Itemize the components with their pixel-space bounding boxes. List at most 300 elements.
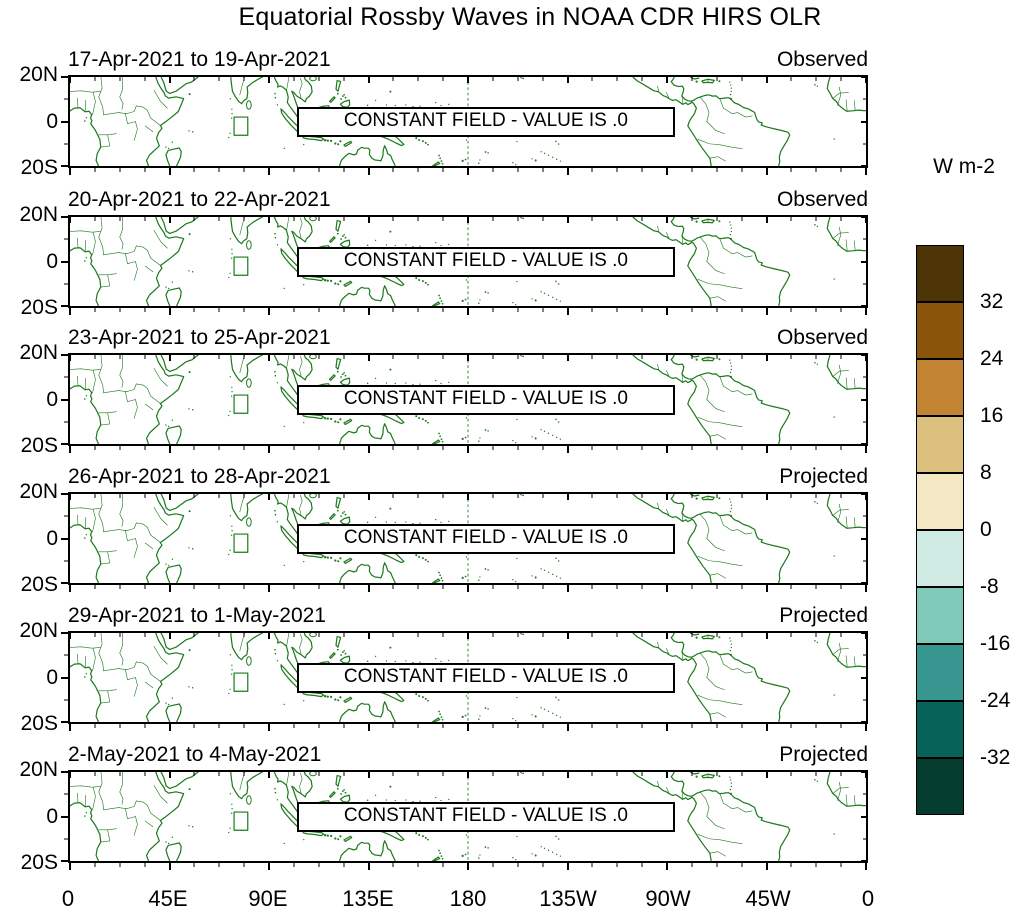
axis-tick bbox=[542, 168, 543, 172]
axis-tick bbox=[144, 633, 145, 637]
axis-tick bbox=[492, 724, 493, 728]
axis-tick bbox=[69, 633, 71, 639]
colorbar-tick-label: 8 bbox=[980, 461, 992, 484]
axis-tick bbox=[61, 860, 68, 862]
axis-tick bbox=[666, 633, 668, 639]
axis-tick bbox=[318, 494, 319, 498]
axis-tick bbox=[592, 355, 593, 359]
colorbar-tick-label: 32 bbox=[980, 290, 1004, 313]
colorbar-segment bbox=[916, 644, 964, 701]
axis-tick bbox=[666, 355, 668, 361]
axis-tick bbox=[194, 724, 195, 728]
axis-tick bbox=[863, 283, 866, 284]
axis-tick bbox=[861, 216, 866, 218]
axis-tick bbox=[61, 354, 68, 356]
axis-tick bbox=[791, 494, 792, 498]
axis-tick bbox=[642, 585, 643, 589]
axis-tick bbox=[119, 77, 120, 81]
axis-tick bbox=[863, 560, 866, 561]
axis-tick bbox=[443, 633, 444, 637]
axis-tick bbox=[617, 446, 618, 450]
axis-tick bbox=[393, 585, 394, 589]
axis-tick bbox=[691, 494, 692, 498]
axis-tick bbox=[393, 446, 394, 450]
axis-tick bbox=[816, 772, 817, 776]
axis-tick bbox=[64, 560, 68, 561]
axis-tick bbox=[418, 217, 419, 221]
axis-tick bbox=[194, 168, 195, 172]
y-axis-label: 0 bbox=[46, 109, 58, 133]
axis-tick bbox=[169, 633, 171, 639]
axis-tick bbox=[791, 355, 792, 359]
axis-tick bbox=[467, 585, 469, 592]
axis-tick bbox=[741, 217, 742, 221]
axis-tick bbox=[492, 494, 493, 498]
axis-tick bbox=[418, 168, 419, 172]
axis-tick bbox=[791, 633, 792, 637]
axis-tick bbox=[592, 772, 593, 776]
axis-tick bbox=[592, 217, 593, 221]
axis-tick bbox=[94, 633, 95, 637]
axis-tick bbox=[517, 168, 518, 172]
panel-status: Projected bbox=[779, 743, 868, 766]
axis-tick bbox=[691, 217, 692, 221]
axis-tick bbox=[617, 724, 618, 728]
axis-tick bbox=[863, 239, 866, 240]
axis-tick bbox=[293, 633, 294, 637]
axis-tick bbox=[194, 772, 195, 776]
axis-tick bbox=[119, 217, 120, 221]
axis-tick bbox=[517, 724, 518, 728]
axis-tick bbox=[791, 168, 792, 172]
axis-tick bbox=[666, 168, 668, 175]
axis-tick bbox=[244, 633, 245, 637]
axis-tick bbox=[244, 772, 245, 776]
axis-tick bbox=[716, 633, 717, 637]
axis-tick bbox=[343, 217, 344, 221]
y-axis-label: 0 bbox=[46, 526, 58, 550]
axis-tick bbox=[816, 863, 817, 867]
axis-tick bbox=[592, 168, 593, 172]
axis-tick bbox=[194, 355, 195, 359]
axis-tick bbox=[368, 494, 370, 500]
axis-tick bbox=[741, 355, 742, 359]
axis-tick bbox=[94, 355, 95, 359]
axis-tick bbox=[567, 77, 569, 83]
axis-tick bbox=[64, 794, 68, 795]
axis-tick bbox=[94, 77, 95, 81]
panel-status: Observed bbox=[776, 326, 868, 349]
axis-tick bbox=[861, 76, 866, 78]
axis-tick bbox=[343, 355, 344, 359]
colorbar-tick-label: -32 bbox=[980, 746, 1011, 769]
axis-tick bbox=[642, 863, 643, 867]
x-axis-label: 0 bbox=[861, 886, 875, 911]
axis-tick bbox=[393, 168, 394, 172]
axis-tick bbox=[567, 446, 569, 453]
axis-tick bbox=[542, 772, 543, 776]
y-axis-label: 20S bbox=[20, 573, 58, 596]
axis-tick bbox=[841, 863, 842, 867]
axis-tick bbox=[716, 772, 717, 776]
axis-tick bbox=[443, 446, 444, 450]
y-axis-label: 20S bbox=[20, 156, 58, 179]
axis-tick bbox=[443, 724, 444, 728]
axis-tick bbox=[617, 217, 618, 221]
axis-tick bbox=[766, 77, 768, 83]
panel-status: Projected bbox=[779, 465, 868, 488]
axis-tick bbox=[318, 355, 319, 359]
axis-tick bbox=[741, 772, 742, 776]
constant-field-label: CONSTANT FIELD - VALUE IS .0 bbox=[343, 387, 628, 409]
axis-tick bbox=[865, 863, 867, 870]
axis-tick bbox=[219, 633, 220, 637]
panel-status: Projected bbox=[779, 604, 868, 627]
axis-tick bbox=[343, 308, 344, 312]
axis-tick bbox=[766, 494, 768, 500]
axis-tick bbox=[418, 308, 419, 312]
axis-tick bbox=[418, 724, 419, 728]
y-axis-label: 0 bbox=[46, 665, 58, 689]
axis-tick bbox=[343, 494, 344, 498]
axis-tick bbox=[716, 168, 717, 172]
axis-tick bbox=[293, 772, 294, 776]
map-plot bbox=[68, 75, 868, 168]
axis-tick bbox=[791, 863, 792, 867]
axis-tick bbox=[144, 585, 145, 589]
panel bbox=[0, 46, 1021, 179]
colorbar-title: W m-2 bbox=[933, 155, 995, 178]
axis-tick bbox=[69, 585, 71, 592]
axis-tick bbox=[368, 772, 370, 778]
axis-tick bbox=[61, 305, 68, 307]
axis-tick bbox=[592, 585, 593, 589]
axis-tick bbox=[865, 168, 867, 175]
axis-tick bbox=[318, 772, 319, 776]
axis-tick bbox=[766, 724, 768, 731]
axis-tick bbox=[443, 217, 444, 221]
panel-date-range: 26-Apr-2021 to 28-Apr-2021 bbox=[68, 465, 331, 488]
axis-tick bbox=[467, 494, 469, 500]
axis-tick bbox=[567, 168, 569, 175]
axis-tick bbox=[268, 585, 270, 592]
axis-tick bbox=[467, 446, 469, 453]
axis-tick bbox=[666, 724, 668, 731]
x-axis-label: 0 bbox=[61, 886, 75, 911]
axis-tick bbox=[368, 633, 370, 639]
axis-tick bbox=[542, 77, 543, 81]
axis-tick bbox=[567, 585, 569, 592]
axis-tick bbox=[841, 217, 842, 221]
axis-tick bbox=[368, 585, 370, 592]
axis-tick bbox=[169, 585, 171, 592]
axis-tick bbox=[517, 633, 518, 637]
axis-tick bbox=[542, 585, 543, 589]
axis-tick bbox=[169, 308, 171, 315]
axis-tick bbox=[642, 355, 643, 359]
axis-tick bbox=[741, 308, 742, 312]
axis-tick bbox=[293, 217, 294, 221]
panel-date-range: 20-Apr-2021 to 22-Apr-2021 bbox=[68, 188, 331, 211]
axis-tick bbox=[94, 585, 95, 589]
axis-tick bbox=[691, 168, 692, 172]
axis-tick bbox=[169, 494, 171, 500]
axis-tick bbox=[617, 308, 618, 312]
axis-tick bbox=[61, 771, 68, 773]
axis-tick bbox=[69, 863, 71, 870]
axis-tick bbox=[567, 308, 569, 315]
axis-tick bbox=[61, 76, 68, 78]
axis-tick bbox=[567, 217, 569, 223]
axis-tick bbox=[517, 772, 518, 776]
axis-tick bbox=[94, 446, 95, 450]
axis-tick bbox=[418, 585, 419, 589]
axis-tick bbox=[94, 494, 95, 498]
y-axis-label: 20S bbox=[20, 851, 58, 874]
axis-tick bbox=[766, 217, 768, 223]
axis-tick bbox=[642, 77, 643, 81]
axis-tick bbox=[766, 355, 768, 361]
axis-tick bbox=[861, 305, 866, 307]
axis-tick bbox=[119, 494, 120, 498]
colorbar-segment bbox=[916, 473, 964, 530]
axis-tick bbox=[666, 585, 668, 592]
axis-tick bbox=[766, 446, 768, 453]
axis-tick bbox=[791, 217, 792, 221]
axis-tick bbox=[69, 217, 71, 223]
axis-tick bbox=[318, 724, 319, 728]
axis-tick bbox=[318, 633, 319, 637]
panel bbox=[0, 463, 1021, 596]
axis-tick bbox=[219, 724, 220, 728]
axis-tick bbox=[816, 633, 817, 637]
axis-tick bbox=[642, 494, 643, 498]
axis-tick bbox=[542, 724, 543, 728]
axis-tick bbox=[666, 308, 668, 315]
axis-tick bbox=[716, 77, 717, 81]
axis-tick bbox=[642, 724, 643, 728]
axis-tick bbox=[393, 355, 394, 359]
axis-tick bbox=[666, 77, 668, 83]
axis-tick bbox=[863, 143, 866, 144]
axis-tick bbox=[169, 772, 171, 778]
y-axis-label: 20N bbox=[19, 341, 58, 364]
x-axis-label: 45E bbox=[148, 886, 188, 911]
axis-tick bbox=[268, 724, 270, 731]
panel-date-range: 2-May-2021 to 4-May-2021 bbox=[68, 743, 322, 766]
colorbar-tick-label: -8 bbox=[980, 575, 999, 598]
axis-tick bbox=[393, 494, 394, 498]
axis-tick bbox=[268, 168, 270, 175]
axis-tick bbox=[816, 168, 817, 172]
axis-tick bbox=[617, 772, 618, 776]
axis-tick bbox=[492, 355, 493, 359]
axis-tick bbox=[343, 724, 344, 728]
axis-tick bbox=[393, 308, 394, 312]
y-axis-label: 20N bbox=[19, 203, 58, 226]
axis-tick bbox=[617, 863, 618, 867]
axis-tick bbox=[169, 446, 171, 453]
axis-tick bbox=[219, 217, 220, 221]
axis-tick bbox=[61, 443, 68, 445]
axis-tick bbox=[642, 168, 643, 172]
axis-tick bbox=[144, 77, 145, 81]
axis-tick bbox=[567, 633, 569, 639]
axis-tick bbox=[741, 863, 742, 867]
axis-tick bbox=[219, 355, 220, 359]
axis-tick bbox=[94, 724, 95, 728]
axis-tick bbox=[716, 217, 717, 221]
axis-tick bbox=[64, 377, 68, 378]
constant-field-box bbox=[297, 107, 675, 137]
axis-tick bbox=[863, 794, 866, 795]
axis-tick bbox=[617, 585, 618, 589]
axis-tick bbox=[69, 724, 71, 731]
y-axis-label: 0 bbox=[46, 804, 58, 828]
axis-tick bbox=[741, 168, 742, 172]
axis-tick bbox=[169, 863, 171, 870]
axis-tick bbox=[492, 77, 493, 81]
axis-tick bbox=[617, 77, 618, 81]
axis-tick bbox=[863, 377, 866, 378]
colorbar-segment bbox=[916, 245, 964, 302]
axis-tick bbox=[841, 633, 842, 637]
axis-tick bbox=[368, 355, 370, 361]
axis-tick bbox=[542, 446, 543, 450]
colorbar-segment bbox=[916, 359, 964, 416]
axis-tick bbox=[766, 772, 768, 778]
axis-tick bbox=[61, 216, 68, 218]
axis-tick bbox=[861, 354, 866, 356]
y-axis-label: 20N bbox=[19, 480, 58, 503]
axis-tick bbox=[567, 494, 569, 500]
axis-tick bbox=[863, 838, 866, 839]
axis-tick bbox=[368, 863, 370, 870]
axis-tick bbox=[293, 446, 294, 450]
axis-tick bbox=[69, 446, 71, 453]
axis-tick bbox=[863, 421, 866, 422]
axis-tick bbox=[64, 699, 68, 700]
axis-tick bbox=[194, 494, 195, 498]
axis-tick bbox=[119, 168, 120, 172]
axis-tick bbox=[219, 308, 220, 312]
axis-tick bbox=[144, 446, 145, 450]
axis-tick bbox=[517, 77, 518, 81]
axis-tick bbox=[861, 121, 866, 123]
axis-tick bbox=[64, 283, 68, 284]
constant-field-box bbox=[297, 247, 675, 277]
x-axis bbox=[61, 886, 875, 912]
axis-tick bbox=[144, 494, 145, 498]
axis-tick bbox=[194, 585, 195, 589]
axis-tick bbox=[642, 446, 643, 450]
axis-tick bbox=[816, 355, 817, 359]
axis-tick bbox=[418, 772, 419, 776]
axis-tick bbox=[64, 655, 68, 656]
axis-tick bbox=[318, 446, 319, 450]
y-axis-label: 20S bbox=[20, 712, 58, 735]
axis-tick bbox=[816, 446, 817, 450]
y-axis-label: 20N bbox=[19, 619, 58, 642]
axis-tick bbox=[841, 494, 842, 498]
y-axis-label: 20S bbox=[20, 296, 58, 319]
map-plot bbox=[68, 492, 868, 585]
axis-tick bbox=[268, 772, 270, 778]
axis-tick bbox=[368, 446, 370, 453]
map-plot bbox=[68, 631, 868, 724]
axis-tick bbox=[791, 724, 792, 728]
axis-tick bbox=[94, 168, 95, 172]
axis-tick bbox=[268, 308, 270, 315]
axis-tick bbox=[393, 77, 394, 81]
axis-tick bbox=[492, 863, 493, 867]
axis-tick bbox=[741, 633, 742, 637]
axis-tick bbox=[861, 261, 866, 263]
axis-tick bbox=[293, 863, 294, 867]
axis-tick bbox=[64, 421, 68, 422]
y-axis-label: 0 bbox=[46, 387, 58, 411]
axis-tick bbox=[617, 633, 618, 637]
axis-tick bbox=[863, 699, 866, 700]
panel bbox=[0, 741, 1021, 874]
figure-title: Equatorial Rossby Waves in NOAA CDR HIRS OLR bbox=[238, 3, 822, 31]
y-axis-label: 20N bbox=[19, 758, 58, 781]
axis-tick bbox=[69, 77, 71, 83]
axis-tick bbox=[542, 633, 543, 637]
axis-tick bbox=[816, 494, 817, 498]
axis-tick bbox=[467, 863, 469, 870]
axis-tick bbox=[841, 446, 842, 450]
axis-tick bbox=[492, 585, 493, 589]
axis-tick bbox=[244, 585, 245, 589]
axis-tick bbox=[64, 99, 68, 100]
axis-tick bbox=[861, 538, 866, 540]
axis-tick bbox=[343, 772, 344, 776]
axis-tick bbox=[119, 863, 120, 867]
axis-tick bbox=[418, 355, 419, 359]
axis-tick bbox=[94, 772, 95, 776]
axis-tick bbox=[691, 633, 692, 637]
constant-field-box bbox=[297, 385, 675, 415]
axis-tick bbox=[64, 838, 68, 839]
axis-tick bbox=[268, 217, 270, 223]
axis-tick bbox=[467, 772, 469, 778]
colorbar bbox=[916, 245, 1011, 815]
panel-date-range: 17-Apr-2021 to 19-Apr-2021 bbox=[68, 48, 331, 71]
axis-tick bbox=[617, 494, 618, 498]
axis-tick bbox=[293, 77, 294, 81]
axis-tick bbox=[642, 217, 643, 221]
axis-tick bbox=[318, 168, 319, 172]
axis-tick bbox=[244, 217, 245, 221]
axis-tick bbox=[144, 168, 145, 172]
panel bbox=[0, 324, 1021, 457]
axis-tick bbox=[567, 724, 569, 731]
axis-tick bbox=[716, 724, 717, 728]
axis-tick bbox=[119, 724, 120, 728]
axis-tick bbox=[791, 585, 792, 589]
axis-tick bbox=[691, 446, 692, 450]
axis-tick bbox=[492, 772, 493, 776]
axis-tick bbox=[343, 446, 344, 450]
axis-tick bbox=[517, 446, 518, 450]
axis-tick bbox=[244, 77, 245, 81]
axis-tick bbox=[368, 217, 370, 223]
axis-tick bbox=[766, 863, 768, 870]
axis-tick bbox=[592, 633, 593, 637]
axis-tick bbox=[119, 633, 120, 637]
axis-tick bbox=[467, 355, 469, 361]
